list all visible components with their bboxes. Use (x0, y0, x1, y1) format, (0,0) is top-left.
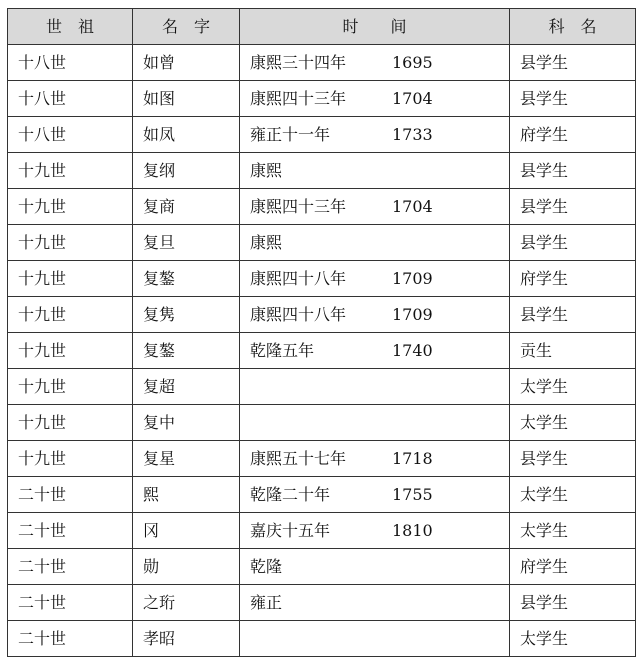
cell-year: 1810 (392, 521, 433, 540)
cell-generation: 十九世 (8, 153, 133, 189)
cell-era: 康熙四十八年 (250, 269, 347, 288)
table-row (8, 477, 636, 513)
table-row (8, 405, 636, 441)
cell-name: 复鏊 (133, 333, 240, 369)
table-row (8, 189, 636, 225)
cell-era: 康熙五十七年 (250, 449, 347, 468)
table-row (8, 261, 636, 297)
cell-generation: 十九世 (8, 261, 133, 297)
table-row (8, 225, 636, 261)
table-row (8, 117, 636, 153)
table-row (8, 333, 636, 369)
cell-rank: 贡生 (510, 333, 636, 369)
cell-rank: 县学生 (510, 45, 636, 81)
cell-generation: 十九世 (8, 441, 133, 477)
cell-time (240, 513, 510, 549)
table-row (8, 441, 636, 477)
table-row (8, 81, 636, 117)
header-rank: 科 名 (510, 9, 636, 45)
table-row (8, 369, 636, 405)
cell-year: 1733 (392, 125, 433, 144)
cell-generation: 十九世 (8, 297, 133, 333)
cell-year: 1755 (392, 485, 433, 504)
cell-era: 嘉庆十五年 (250, 521, 331, 540)
cell-era: 康熙 (250, 233, 283, 252)
cell-generation: 二十世 (8, 513, 133, 549)
cell-year: 1718 (392, 449, 433, 468)
cell-name: 勋 (133, 549, 240, 585)
cell-generation: 十九世 (8, 189, 133, 225)
cell-time (240, 477, 510, 513)
header-generation: 世 祖 (8, 9, 133, 45)
cell-rank: 县学生 (510, 81, 636, 117)
cell-year: 1704 (392, 197, 433, 216)
cell-era: 乾隆二十年 (250, 485, 331, 504)
table-row (8, 297, 636, 333)
cell-rank: 府学生 (510, 117, 636, 153)
cell-time (240, 261, 510, 297)
cell-name: 如凤 (133, 117, 240, 153)
cell-name: 如曾 (133, 45, 240, 81)
cell-time (240, 585, 510, 621)
cell-time (240, 549, 510, 585)
cell-generation: 十九世 (8, 333, 133, 369)
cell-name: 冈 (133, 513, 240, 549)
cell-name: 复纲 (133, 153, 240, 189)
cell-name: 复隽 (133, 297, 240, 333)
cell-name: 复星 (133, 441, 240, 477)
cell-name: 熙 (133, 477, 240, 513)
cell-time (240, 297, 510, 333)
table-header-row (8, 9, 636, 45)
genealogy-table (7, 8, 636, 657)
cell-time (240, 45, 510, 81)
cell-rank: 县学生 (510, 297, 636, 333)
cell-era: 康熙四十三年 (250, 89, 347, 108)
cell-rank: 县学生 (510, 585, 636, 621)
genealogy-table-container (7, 8, 635, 657)
cell-name: 复旦 (133, 225, 240, 261)
cell-era: 雍正十一年 (250, 125, 331, 144)
cell-time (240, 369, 510, 405)
cell-name: 之珩 (133, 585, 240, 621)
cell-rank: 府学生 (510, 549, 636, 585)
cell-era: 康熙 (250, 161, 283, 180)
cell-name: 复超 (133, 369, 240, 405)
cell-name: 如图 (133, 81, 240, 117)
cell-era: 乾隆 (250, 557, 283, 576)
cell-era: 雍正 (250, 593, 283, 612)
cell-time (240, 153, 510, 189)
cell-generation: 十八世 (8, 81, 133, 117)
cell-generation: 十八世 (8, 117, 133, 153)
table-row (8, 549, 636, 585)
cell-time (240, 81, 510, 117)
cell-rank: 太学生 (510, 477, 636, 513)
cell-generation: 二十世 (8, 585, 133, 621)
cell-name: 复中 (133, 405, 240, 441)
cell-year: 1704 (392, 89, 433, 108)
cell-name: 复商 (133, 189, 240, 225)
cell-era: 康熙四十三年 (250, 197, 347, 216)
cell-rank: 太学生 (510, 405, 636, 441)
cell-year: 1695 (392, 53, 433, 72)
cell-name: 孝昭 (133, 621, 240, 657)
table-row (8, 513, 636, 549)
table-row (8, 45, 636, 81)
cell-rank: 太学生 (510, 369, 636, 405)
cell-time (240, 333, 510, 369)
cell-time (240, 621, 510, 657)
cell-time (240, 189, 510, 225)
cell-generation: 十九世 (8, 225, 133, 261)
cell-year: 1709 (392, 305, 433, 324)
cell-era: 康熙三十四年 (250, 53, 347, 72)
cell-generation: 二十世 (8, 477, 133, 513)
cell-era: 康熙四十八年 (250, 305, 347, 324)
cell-rank: 县学生 (510, 441, 636, 477)
cell-generation: 十九世 (8, 369, 133, 405)
cell-rank: 太学生 (510, 513, 636, 549)
cell-time (240, 117, 510, 153)
table-row (8, 153, 636, 189)
cell-generation: 十九世 (8, 405, 133, 441)
cell-time (240, 441, 510, 477)
cell-rank: 太学生 (510, 621, 636, 657)
cell-rank: 县学生 (510, 189, 636, 225)
header-name: 名 字 (133, 9, 240, 45)
cell-generation: 二十世 (8, 549, 133, 585)
cell-time (240, 405, 510, 441)
cell-year: 1740 (392, 341, 433, 360)
header-time: 时 间 (240, 9, 510, 45)
table-row (8, 621, 636, 657)
cell-generation: 十八世 (8, 45, 133, 81)
cell-rank: 县学生 (510, 225, 636, 261)
cell-generation: 二十世 (8, 621, 133, 657)
cell-rank: 县学生 (510, 153, 636, 189)
cell-era: 乾隆五年 (250, 341, 315, 360)
table-body (8, 45, 636, 657)
cell-rank: 府学生 (510, 261, 636, 297)
table-row (8, 585, 636, 621)
cell-year: 1709 (392, 269, 433, 288)
cell-name: 复鏊 (133, 261, 240, 297)
cell-time (240, 225, 510, 261)
